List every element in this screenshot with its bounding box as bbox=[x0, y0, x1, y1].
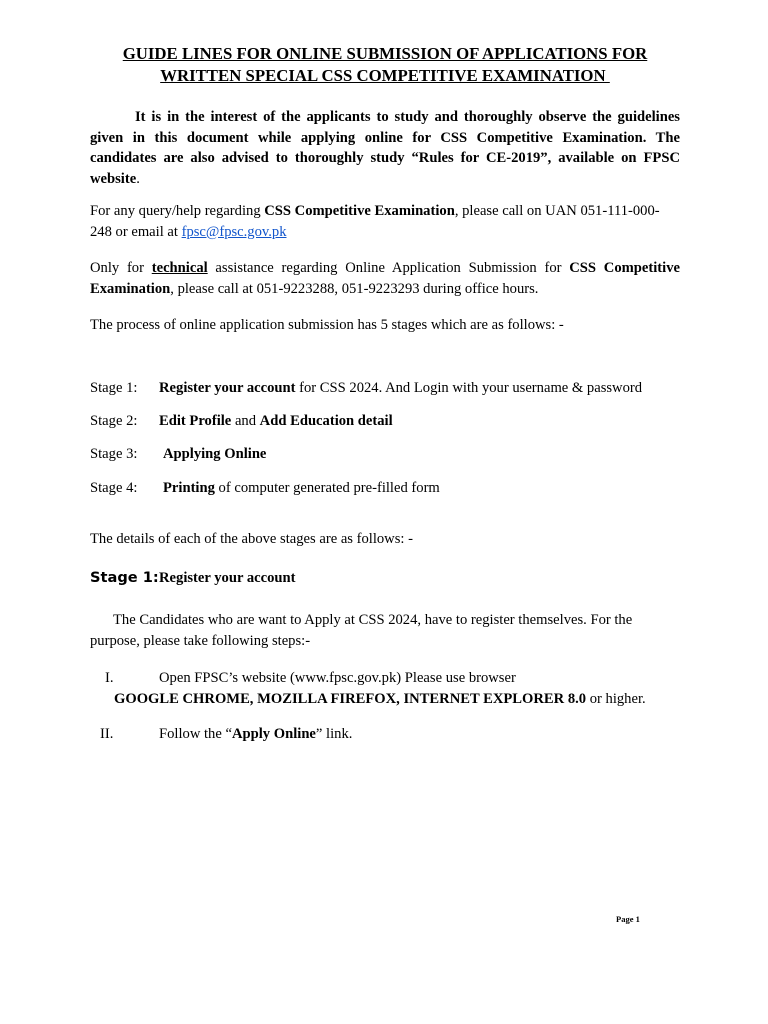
stage-title: Edit Profile bbox=[159, 413, 232, 429]
page-number: Page 1 bbox=[616, 914, 640, 924]
stage-1-heading-title: Register your account bbox=[159, 570, 296, 586]
stage-1-line bbox=[90, 378, 690, 399]
step-text: Follow the “ bbox=[159, 726, 232, 742]
step-bold: GOOGLE CHROME, MOZILLA FIREFOX, INTERNET EXPLORER 8.0 bbox=[114, 690, 587, 707]
step-rest: ” link. bbox=[315, 726, 353, 742]
stage-4-line bbox=[90, 478, 690, 499]
email-link[interactable]: fpsc@fpsc.gov.pk bbox=[181, 223, 287, 240]
candidates-paragraph bbox=[90, 610, 640, 651]
stage-label: Stage 4: bbox=[90, 480, 138, 496]
query-paragraph bbox=[90, 201, 680, 242]
step-bold: Apply Online bbox=[231, 726, 316, 742]
query-prefix: For any query/help regarding bbox=[90, 203, 265, 219]
document-title bbox=[90, 43, 680, 87]
stage-title: Printing bbox=[163, 480, 215, 496]
stage-rest: of computer generated pre-filled form bbox=[214, 480, 440, 496]
query-bold: CSS Competitive Examination bbox=[264, 203, 455, 219]
step-rest: or higher. bbox=[586, 690, 646, 707]
intro-end: . bbox=[136, 170, 140, 187]
stage-1-heading-label: Stage 1: bbox=[90, 569, 159, 586]
step-text: Open FPSC’s website (www.fpsc.gov.pk) Please use browser bbox=[159, 670, 516, 686]
candidates-text: The Candidates who are want to Apply at CSS 2024, have to register themselves. For the purpose, please take following steps:- bbox=[90, 612, 633, 649]
technical-paragraph bbox=[90, 258, 680, 299]
stage-label: Stage 2: bbox=[90, 413, 138, 429]
stage-title-2: Add Education detail bbox=[259, 413, 393, 429]
tech-underlined: technical bbox=[151, 260, 208, 276]
step-1 bbox=[90, 668, 680, 709]
stage-title: Register your account bbox=[159, 380, 296, 396]
stage-2-line bbox=[90, 411, 690, 432]
process-text: The process of online application submission has 5 stages which are as follows: - bbox=[90, 317, 564, 333]
step-number: I. bbox=[105, 670, 114, 686]
stage-label: Stage 3: bbox=[90, 446, 138, 462]
step-2 bbox=[90, 724, 680, 745]
stage-1-heading bbox=[90, 568, 680, 589]
tech-middle: assistance regarding Online Application Submission for bbox=[207, 260, 570, 276]
stage-title: Applying Online bbox=[163, 446, 267, 462]
stage-mid: and bbox=[231, 413, 260, 429]
tech-bold: CSS Competitive Examination bbox=[90, 260, 680, 297]
tech-prefix: Only for bbox=[90, 260, 152, 276]
stage-rest: for CSS 2024. And Login with your username & password bbox=[295, 380, 643, 396]
details-text: The details of each of the above stages are as follows: - bbox=[90, 531, 413, 547]
title-line-1: GUIDE LINES FOR ONLINE SUBMISSION OF APPLICATIONS FOR bbox=[122, 44, 648, 63]
intro-paragraph bbox=[90, 107, 680, 189]
tech-suffix: , please call at 051-9223288, 051-9223293 during office hours. bbox=[170, 280, 539, 297]
step-number: II. bbox=[100, 726, 114, 742]
query-middle: , please call on UAN 051-111-000-248 or email at bbox=[90, 203, 660, 240]
stage-label: Stage 1: bbox=[90, 380, 138, 396]
title-line-2: WRITTEN SPECIAL CSS COMPETITIVE EXAMINATION bbox=[160, 66, 610, 85]
stage-3-line bbox=[90, 444, 690, 465]
intro-bold-text: It is in the interest of the applicants to study and thoroughly observe the guidelines given in this document while applying online for CSS Competitive Examination. The candidates are also advised to thoroughly study “Rules for CE-2019”, available on FPSC website bbox=[90, 109, 680, 187]
